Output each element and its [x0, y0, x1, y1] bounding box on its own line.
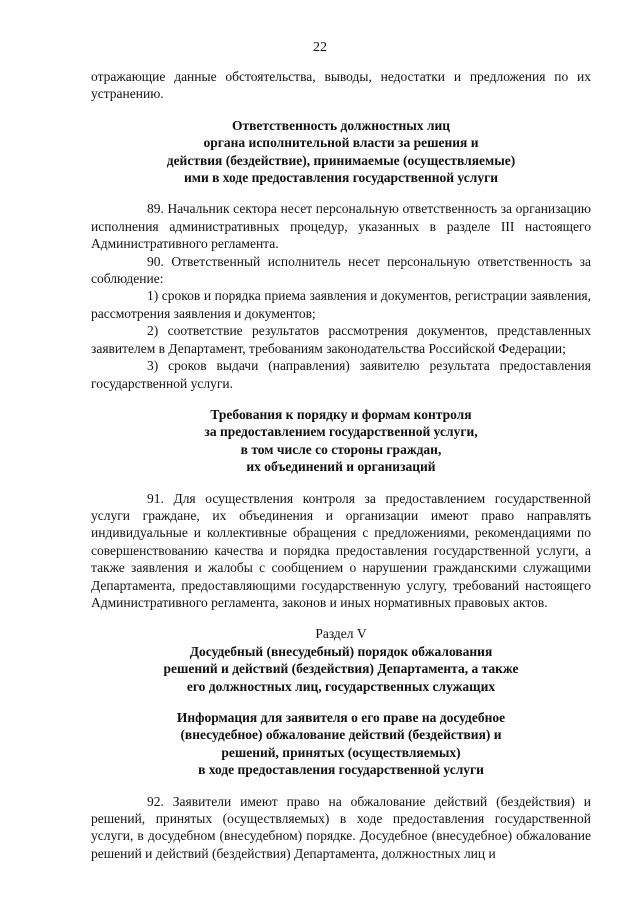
- heading-line: ими в ходе предоставления государственной услуги: [184, 170, 498, 186]
- heading-line: решений, принятых (осуществляемых): [221, 744, 461, 760]
- heading-applicant-info: [91, 709, 591, 779]
- heading-line: его должностных лиц, государственных служащих: [186, 678, 496, 694]
- paragraph-90-item-3: 3) сроков выдачи (направления) заявителю результата предоставления государственной услуги.: [91, 358, 591, 391]
- paragraph-92: 92. Заявители имеют право на обжалование действий (бездействия) и решений, принятых (осуществляемых) в ходе предоставления государственной услуги, в досудебном (внесудебном) порядке. Досудебное (внесудебное) обжалование решений и действий (бездействия) Департамента, должностных лиц и: [91, 793, 591, 861]
- paragraph-90-item-2: 2) соответствие результатов рассмотрения документов, представленных заявителем в Департамент, требованиям законодательства Российской Федерации;: [91, 323, 591, 356]
- paragraph-90-item-1: 1) сроков и порядка приема заявления и документов, регистрации заявления, рассмотрения заявления и документов;: [91, 288, 591, 321]
- heading-line: за предоставлением государственной услуги,: [204, 424, 478, 440]
- intro-paragraph: отражающие данные обстоятельства, выводы, недостатки и предложения по их устранению.: [91, 69, 591, 102]
- heading-line: Досудебный (внесудебный) порядок обжалования: [189, 643, 493, 659]
- page-number: 22: [313, 40, 327, 55]
- page-content: [91, 68, 591, 862]
- heading-line: Требования к порядку и формам контроля: [210, 406, 472, 422]
- heading-line: (внесудебное) обжалование действий (бездействия) и: [180, 727, 502, 743]
- heading-line: действия (бездействие), принимаемые (осуществляемые): [166, 152, 516, 168]
- heading-line: Ответственность должностных лиц: [231, 117, 451, 133]
- heading-responsibility: [91, 117, 591, 187]
- paragraph-91: 91. Для осуществления контроля за предоставлением государственной услуги граждане, их объединения и организации имеют право направлять индивидуальные и коллективные обращения с предложениями, рекомендациями по совершенствованию качества и порядка предоставления государственной услуги, а также заявления и жалобы с сообщением о нарушении гражданскими служащими Департамента, предоставляющими государственную услугу, требований настоящего Административного регламента, законов и иных нормативных правовых актов.: [91, 490, 591, 610]
- heading-line: их объединений и организаций: [246, 459, 436, 475]
- heading-control: [91, 406, 591, 476]
- heading-line: в ходе предоставления государственной услуги: [198, 762, 484, 778]
- paragraph-90: 90. Ответственный исполнитель несет персональную ответственность за соблюдение:: [91, 253, 591, 287]
- paragraph-89: 89. Начальник сектора несет персональную ответственность за организацию исполнения административных процедур, указанных в разделе III настоящего Административного регламента.: [91, 201, 591, 252]
- heading-line: в том числе со стороны граждан,: [240, 441, 442, 457]
- section-label: Раздел V: [315, 626, 367, 642]
- heading-appeal: [91, 643, 591, 695]
- heading-line: решений и действий (бездействия) Департамента, а также: [163, 661, 519, 677]
- heading-line: Информация для заявителя о его праве на досудебное: [176, 710, 506, 725]
- heading-line: органа исполнительной власти за решения и: [203, 135, 479, 151]
